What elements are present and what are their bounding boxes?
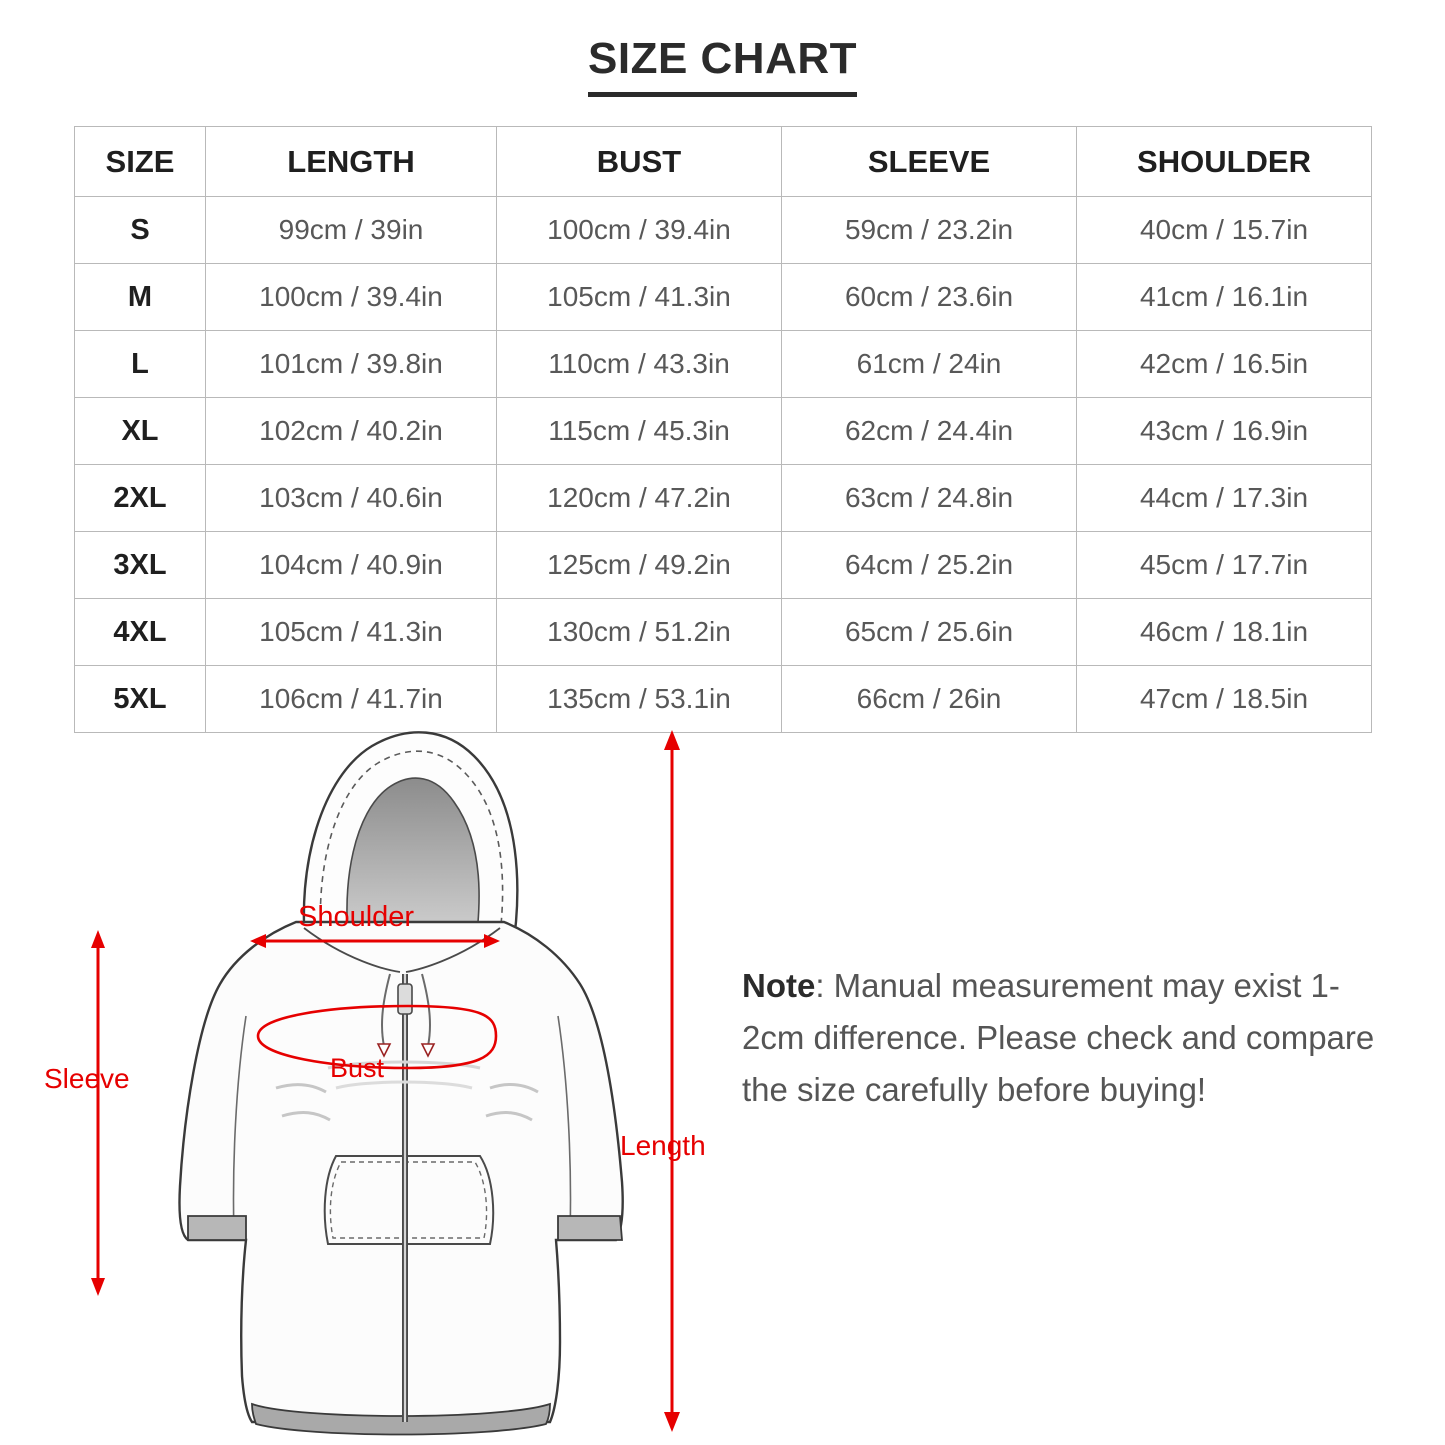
- bust-label: Bust: [330, 1053, 385, 1083]
- cell-bust: 110cm / 43.3in: [497, 331, 782, 398]
- cell-size: S: [75, 197, 206, 264]
- cell-bust: 135cm / 53.1in: [497, 666, 782, 733]
- cell-bust: 100cm / 39.4in: [497, 197, 782, 264]
- table-row: [75, 398, 1372, 465]
- column-header-sleeve: SLEEVE: [782, 127, 1077, 197]
- cell-length: 99cm / 39in: [206, 197, 497, 264]
- zipper-pull: [398, 984, 412, 1014]
- cell-sleeve: 65cm / 25.6in: [782, 599, 1077, 666]
- table-row: [75, 599, 1372, 666]
- length-measure-arrow: [664, 730, 680, 1432]
- cell-bust: 120cm / 47.2in: [497, 465, 782, 532]
- cell-length: 105cm / 41.3in: [206, 599, 497, 666]
- cell-length: 100cm / 39.4in: [206, 264, 497, 331]
- cell-sleeve: 59cm / 23.2in: [782, 197, 1077, 264]
- length-label: Length: [620, 1130, 706, 1161]
- table-row: [75, 264, 1372, 331]
- column-header-size: SIZE: [75, 127, 206, 197]
- cell-shoulder: 43cm / 16.9in: [1077, 398, 1372, 465]
- shoulder-label: Shoulder: [298, 901, 415, 933]
- cell-length: 104cm / 40.9in: [206, 532, 497, 599]
- size-chart-table-wrapper: [74, 126, 1371, 733]
- garment-diagram-svg: [60, 716, 760, 1436]
- column-header-length: LENGTH: [206, 127, 497, 197]
- page-title-text: SIZE CHART: [588, 34, 857, 97]
- note-prefix: Note: [742, 967, 816, 1004]
- cell-shoulder: 47cm / 18.5in: [1077, 666, 1372, 733]
- cell-sleeve: 62cm / 24.4in: [782, 398, 1077, 465]
- cell-shoulder: 46cm / 18.1in: [1077, 599, 1372, 666]
- table-row: [75, 465, 1372, 532]
- cell-sleeve: 63cm / 24.8in: [782, 465, 1077, 532]
- cell-bust: 105cm / 41.3in: [497, 264, 782, 331]
- sleeve-measure-arrow: [91, 930, 105, 1296]
- cell-shoulder: 42cm / 16.5in: [1077, 331, 1372, 398]
- note-block: [742, 960, 1382, 1116]
- table-row: [75, 331, 1372, 398]
- cell-size: L: [75, 331, 206, 398]
- cell-length: 102cm / 40.2in: [206, 398, 497, 465]
- page-title: [0, 34, 1445, 97]
- table-row: [75, 532, 1372, 599]
- cell-sleeve: 60cm / 23.6in: [782, 264, 1077, 331]
- cell-size: M: [75, 264, 206, 331]
- cell-size: 3XL: [75, 532, 206, 599]
- cell-size: 4XL: [75, 599, 206, 666]
- garment-illustration: [60, 716, 760, 1436]
- sleeve-label: Sleeve: [44, 1063, 130, 1094]
- column-header-shoulder: SHOULDER: [1077, 127, 1372, 197]
- cell-size: XL: [75, 398, 206, 465]
- cell-length: 103cm / 40.6in: [206, 465, 497, 532]
- cell-length: 106cm / 41.7in: [206, 666, 497, 733]
- right-cuff: [558, 1216, 622, 1240]
- cell-bust: 125cm / 49.2in: [497, 532, 782, 599]
- cell-length: 101cm / 39.8in: [206, 331, 497, 398]
- note-text: : Manual measurement may exist 1-2cm difference. Please check and compare the size carefully before buying!: [742, 967, 1375, 1108]
- size-chart-table: [74, 126, 1372, 733]
- cell-sleeve: 66cm / 26in: [782, 666, 1077, 733]
- cell-sleeve: 64cm / 25.2in: [782, 532, 1077, 599]
- table-row: [75, 197, 1372, 264]
- cell-sleeve: 61cm / 24in: [782, 331, 1077, 398]
- cell-shoulder: 45cm / 17.7in: [1077, 532, 1372, 599]
- left-cuff: [188, 1216, 246, 1240]
- cell-size: 2XL: [75, 465, 206, 532]
- cell-shoulder: 44cm / 17.3in: [1077, 465, 1372, 532]
- cell-shoulder: 40cm / 15.7in: [1077, 197, 1372, 264]
- cell-size: 5XL: [75, 666, 206, 733]
- cell-bust: 115cm / 45.3in: [497, 398, 782, 465]
- table-header-row: [75, 127, 1372, 197]
- cell-shoulder: 41cm / 16.1in: [1077, 264, 1372, 331]
- column-header-bust: BUST: [497, 127, 782, 197]
- cell-bust: 130cm / 51.2in: [497, 599, 782, 666]
